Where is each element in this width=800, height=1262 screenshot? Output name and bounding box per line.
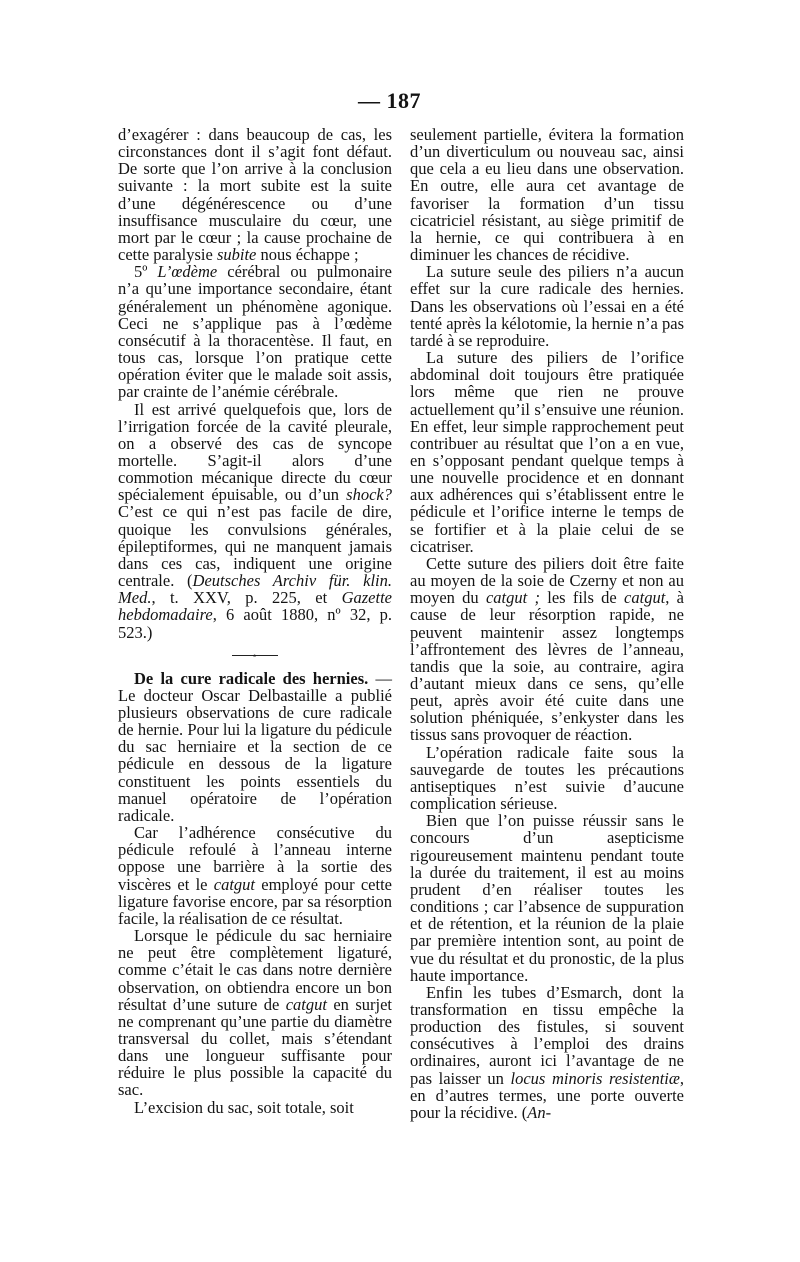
paragraph: 5º L’œdème cérébral ou pulmonaire n’a qu’une importance secondaire, étant généralement un phénomène agonique. Ceci ne s’applique pas à l’œdème consécutif à la thoracentèse. Il faut, en tous cas, lorsque l’on pratique cette opération éviter que le malade soit assis, par crainte de l’anémie cérébrale. xyxy=(118,262,392,402)
separator-mark: ° xyxy=(253,652,257,662)
paragraph: d’exagérer : dans beaucoup de cas, les circonstances dont il s’agit font défaut. De sorte que l’on arrive à la conclusion suivante : la mort subite est la suite d’une dégénérescence ou d’une insuffisance musculaire du cœur, une mort par le cœur ; la cause prochaine de cette paralysie subite nous échappe ; xyxy=(118,125,392,265)
right-column xyxy=(410,126,684,1121)
paragraph: Car l’adhérence consécutive du pédicule refoulé à l’anneau interne oppose une barrière à la sortie des viscères et le catgut employé pour cette ligature favorise encore, par sa résorption facile, la réalisation de ce résultat. xyxy=(118,823,392,928)
paragraph: seulement partielle, évitera la formation d’un diverticulum ou nouveau sac, ainsi que cela a eu lieu dans une observation. En outre, elle aura cet avantage de favoriser la formation d’un tissu cicatriciel résistant, au siège primitif de la hernie, ce qui contribuera à en diminuer les chances de récidive. xyxy=(410,125,684,265)
article-heading: De la cure radicale des hernies. xyxy=(134,668,369,688)
left-column xyxy=(118,126,392,1116)
paragraph: Enfin les tubes d’Esmarch, dont la transformation en tissu empêche la production des fistules, si souvent consécutives à l’emploi des drains ordinaires, auront ici l’avantage de ne pas laisser un locus minoris resistentiæ, en d’autres termes, une porte ouverte pour la récidive. (An- xyxy=(410,982,684,1122)
paragraph: Bien que l’on puisse réussir sans le concours d’un asepticisme rigoureusement maintenu pendant toute la durée du traitement, il est au moins prudent d’en réaliser toutes les conditions ; car l’absence de suppuration et de rétention, et la réunion de la plaie par première intention sont, au point de vue du résultat et du pronostic, de la plus haute importance. xyxy=(410,811,684,985)
paragraph: La suture seule des piliers n’a aucun effet sur la cure radicale des hernies. Dans les observations où l’essai en a été tenté après la kélotomie, la hernie n’a pas tardé à se reproduire. xyxy=(410,262,684,350)
paragraph: Cette suture des piliers doit être faite au moyen de la soie de Czerny et non au moyen du catgut ; les fils de catgut, à cause de leur résorption rapide, ne peuvent maintenir assez longtemps l’affrontement des lèvres de l’anneau, tandis que la soie, au contraire, agira d’autant mieux dans ce sens, qu’elle peut, après avoir été cuite dans une solution phéniquée, s’enkyster dans les tissus sans provoquer de réaction. xyxy=(410,553,684,745)
paragraph: Lorsque le pédicule du sac herniaire ne peut être complètement ligaturé, comme c’était le cas dans notre dernière observation, on obtiendra encore un bon résultat d’une suture de catgut en surjet ne comprenant qu’une partie du diamètre transversal du collet, mais s’étendant dans une longueur suffisante pour réduire le plus possible la capacité du sac. xyxy=(118,926,392,1100)
paragraph: Il est arrivé quelquefois que, lors de l’irrigation forcée de la cavité pleurale, on a observé des cas de syncope mortelle. S’agit-il alors d’une commotion mécanique directe du cœur spécialement épuisable, ou d’un shock? C’est ce qui n’est pas facile de dire, quoique les convulsions générales, épileptiformes, qui ne manquent jamais dans ces cas, indiquent une origine centrale. (Deutsches Archiv für. klin. Med., t. XXV, p. 225, et Gazette hebdomadaire, 6 août 1880, nº 32, p. 523.) xyxy=(118,399,392,642)
paragraph: L’opération radicale faite sous la sauvegarde de toutes les précautions antiseptiques n’est suivie d’aucune complication sérieuse. xyxy=(410,742,684,814)
section-separator xyxy=(232,652,278,662)
page-number: — 187 xyxy=(358,88,421,113)
paragraph: La suture des piliers de l’orifice abdominal doit toujours être pratiquée lors même que rien ne prouve actuellement qu’il s’ensuive une réunion. En effet, leur simple rapprochement peut contribuer au résultat que l’on a en vue, en s’opposant pendant quelque temps à une nouvelle procidence et en donnant aux adhérences qui s’établissent entre le pédicule et l’orifice interne le temps de se fortifier et à la plaie celui de se cicatriser. xyxy=(410,348,684,556)
paragraph-article-start: De la cure radicale des hernies. — Le docteur Oscar Delbastaille a publié plusieurs observations de cure radicale de hernie. Pour lui la ligature du pédicule du sac herniaire et la section de ce pédicule en dessous de la ligature constituent les points essentiels du manuel opératoire de l’opération radicale. xyxy=(118,668,392,825)
paragraph: L’excision du sac, soit totale, soit xyxy=(134,1097,354,1117)
